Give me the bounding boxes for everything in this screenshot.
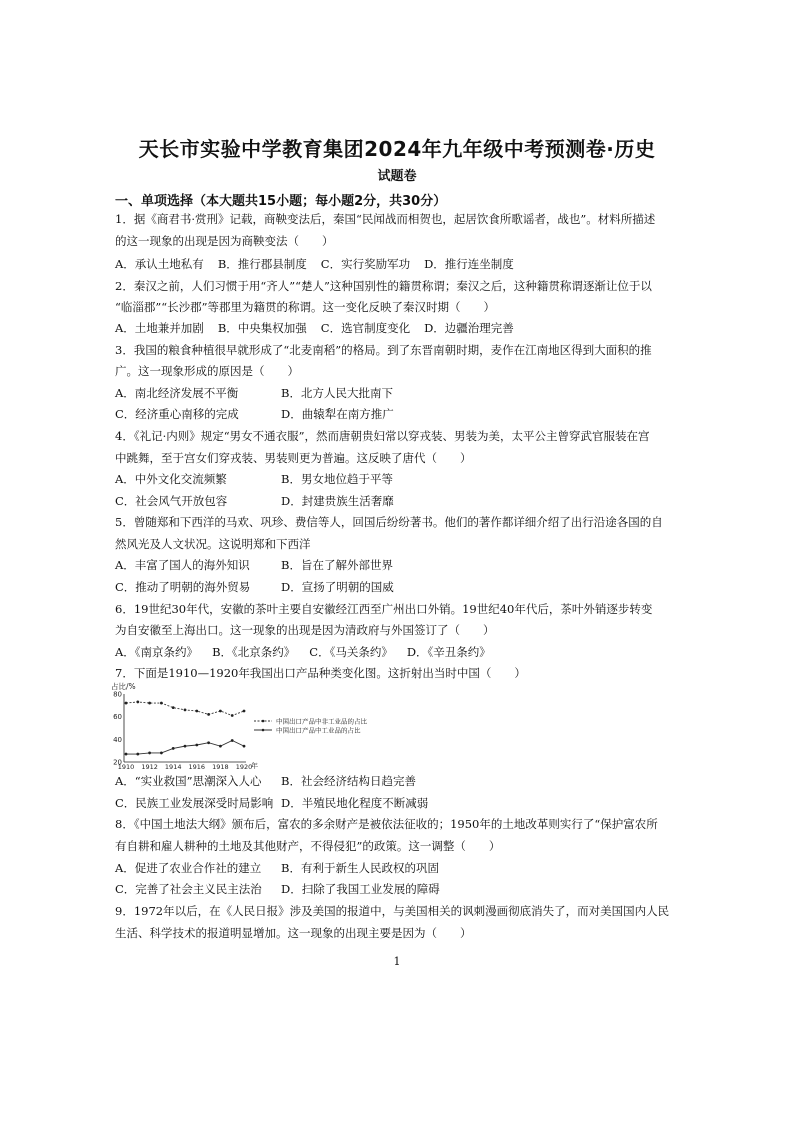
question-7-options-row-2: [115, 795, 429, 811]
question-8-stem-line-1: 8．《中国土地法大纲》颁布后，富农的多余财产是被依法征收的；1950年的土地改革则实行了“保护富农所: [115, 817, 658, 831]
exam-subtitle: 试题卷: [377, 169, 417, 184]
question-4-options-row-1: [115, 471, 393, 487]
option-a: A．促进了农业合作社的建立: [115, 861, 262, 875]
question-3-stem-line-1: 3．我国的粮食种植很早就形成了“北麦南稻”的格局。到了东晋南朝时期，麦作在江南地区得到大面积的推: [115, 343, 652, 357]
series-1-point: [148, 702, 151, 705]
series-2-point: [125, 753, 128, 756]
option-a: A．中外文化交流频繁: [115, 472, 227, 486]
y-tick-label: 20: [113, 758, 122, 767]
option-a: A．南北经济发展不平衡: [115, 386, 239, 400]
option-c: C．完善了社会主义民主法治: [115, 882, 262, 896]
chart-y-axis-label: 占比/%: [111, 682, 136, 691]
x-tick-label: 1914: [164, 763, 182, 770]
question-5-options-row-2: [115, 579, 394, 595]
question-8-options-row-2: [115, 881, 440, 897]
option-a: A．“实业救国”思潮深入人心: [115, 774, 262, 788]
option-b: B．推行郡县制度: [217, 257, 307, 271]
x-tick-label: 1920: [235, 763, 253, 770]
option-b: B．社会经济结构日趋完善: [281, 774, 416, 788]
legend-label-2: 中国出口产品中工业品的占比: [276, 726, 361, 735]
question-5-stem-line-1: 5．曾随郑和下西洋的马欢、巩珍、费信等人，回国后纷纷著书。他们的著作都详细介绍了出行沿途各国的自: [115, 515, 663, 529]
series-2-point: [207, 741, 210, 744]
series-1-point: [160, 702, 163, 705]
option-d: D．边疆治理完善: [424, 321, 514, 335]
page-number: 1: [393, 955, 401, 968]
legend-label-1: 中国出口产品中非工业品的占比: [276, 717, 367, 726]
series-2-point: [243, 745, 246, 748]
question-6-options: [115, 644, 505, 660]
question-9-stem-line-1: 9．1972年以后，在《人民日报》涉及美国的报道中，与美国相关的讽刺漫画彻底消失了，而对美国国内人民: [115, 904, 670, 918]
y-tick-label: 60: [113, 713, 122, 722]
export-line-chart: [108, 678, 438, 770]
option-d: D．《辛丑条约》: [406, 645, 491, 659]
x-tick-label: 1916: [188, 763, 206, 770]
option-d: D．宣扬了明朝的国威: [281, 580, 394, 594]
question-8-stem-line-2: 有自耕和雇人耕种的土地及其他财产，不得侵犯”的政策。这一调整（ ）: [115, 839, 501, 853]
option-a: A．丰富了国人的海外知识: [115, 558, 250, 572]
option-c: C．《马关条约》: [309, 645, 393, 659]
series-1-point: [231, 714, 234, 717]
question-6-stem-line-2: 为自安徽至上海出口。这一现象的出现是因为清政府与外国签订了（ ）: [115, 623, 495, 637]
question-4-stem-line-1: 4．《礼记·内则》规定“男女不通衣服”，然而唐朝贵妇常以穿戎装、男装为美，太平公主曾穿武官服装在宫: [115, 429, 650, 443]
option-b: B．北方人民大批南下: [281, 386, 393, 400]
series-1-point: [172, 706, 175, 709]
option-c: C．选官制度变化: [320, 321, 411, 335]
y-tick-label: 80: [113, 690, 122, 699]
series-1-point: [243, 710, 246, 713]
option-c: C．实行奖励军功: [320, 257, 411, 271]
series-2-point: [195, 744, 198, 747]
option-b: B．男女地位趋于平等: [281, 472, 393, 486]
question-5-stem-line-2: 然风光及人文状况。这说明郑和下西洋: [115, 537, 311, 551]
question-7-options-row-1: [115, 773, 416, 789]
question-2-stem-line-2: “临淄郡”“长沙郡”等郡里为籍贯的称谓。这一变化反映了秦汉时期（ ）: [115, 300, 496, 314]
series-1-point: [136, 701, 139, 704]
question-4-stem-line-2: 中跳舞，至于宫女们穿戎装、男装则更为普遍。这反映了唐代（ ）: [115, 451, 472, 465]
question-1-options: [115, 256, 528, 272]
x-tick-label: 1910: [117, 763, 135, 770]
question-2-options: [115, 320, 528, 336]
question-7-stem-line-1: 7．下面是1910—1920年我国出口产品种类变化图。这折射出当时中国（ ）: [115, 666, 526, 680]
option-b: B．有利于新生人民政权的巩固: [281, 861, 439, 875]
x-tick-label: 1918: [212, 763, 229, 770]
question-3-stem-line-2: 广。这一现象形成的原因是（ ）: [115, 364, 299, 378]
question-8-options-row-1: [115, 860, 439, 876]
y-tick-label: 40: [113, 735, 122, 744]
option-d: D．半殖民地化程度不断减弱: [281, 796, 429, 810]
section-heading: 一、单项选择（本大题共15小题；每小题2分，共30分）: [115, 194, 447, 209]
series-2-point: [219, 745, 222, 748]
series-1-point: [184, 708, 187, 711]
legend-marker-1: [262, 720, 265, 723]
series-2-point: [160, 752, 163, 755]
option-d: D．曲辕犁在南方推广: [281, 407, 394, 421]
series-2-point: [172, 747, 175, 750]
option-b: B．中央集权加强: [217, 321, 307, 335]
series-1-point: [125, 702, 128, 705]
option-d: D．封建贵族生活奢靡: [281, 494, 394, 508]
exam-title: 天长市实验中学教育集团2024年九年级中考预测卷·历史: [138, 137, 656, 161]
series-2-point: [184, 745, 187, 748]
series-2-point: [148, 752, 151, 755]
option-c: C．推动了明朝的海外贸易: [115, 580, 251, 594]
series-1-point: [207, 713, 210, 716]
chart-x-axis-label: 年: [251, 762, 258, 770]
series-2-point: [136, 753, 139, 756]
option-b: B．旨在了解外部世界: [281, 558, 393, 572]
x-tick-label: 1912: [141, 763, 158, 770]
option-b: B．《北京条约》: [212, 645, 296, 659]
question-3-options-row-1: [115, 385, 393, 401]
legend-marker-2: [262, 729, 265, 732]
option-a: A．承认土地私有: [115, 257, 204, 271]
question-2-stem-line-1: 2．秦汉之前，人们习惯于用“齐人”“楚人”这种国别性的籍贯称谓；秦汉之后，这种籍贯称谓逐渐让位于以: [115, 279, 652, 293]
option-c: C．民族工业发展深受时局影响: [115, 796, 274, 810]
option-c: C．经济重心南移的完成: [115, 407, 239, 421]
option-c: C．社会风气开放包容: [115, 494, 228, 508]
option-d: D．推行连坐制度: [424, 257, 514, 271]
question-1-stem-line-2: 的这一现象的出现是因为商鞅变法（ ）: [115, 234, 334, 248]
question-5-options-row-1: [115, 557, 393, 573]
series-2-point: [231, 739, 234, 742]
question-6-stem-line-1: 6．19世纪30年代，安徽的茶叶主要自安徽经江西至广州出口外销。19世纪40年代后，茶叶外销逐步转变: [115, 602, 653, 616]
option-a: A．《南京条约》: [115, 645, 199, 659]
series-1-point: [219, 710, 222, 713]
question-9-stem-line-2: 生活、科学技术的报道明显增加。这一现象的出现主要是因为（ ）: [115, 926, 472, 940]
question-4-options-row-2: [115, 493, 394, 509]
question-3-options-row-2: [115, 406, 394, 422]
series-1-point: [195, 710, 198, 713]
option-a: A．土地兼并加剧: [115, 321, 204, 335]
question-1-stem-line-1: 1．据《商君书·赏刑》记载，商鞅变法后，秦国“民闻战而相贺也，起居饮食所歌谣者，战也”。材料所描述: [115, 212, 656, 226]
option-d: D．扫除了我国工业发展的障碍: [281, 882, 440, 896]
